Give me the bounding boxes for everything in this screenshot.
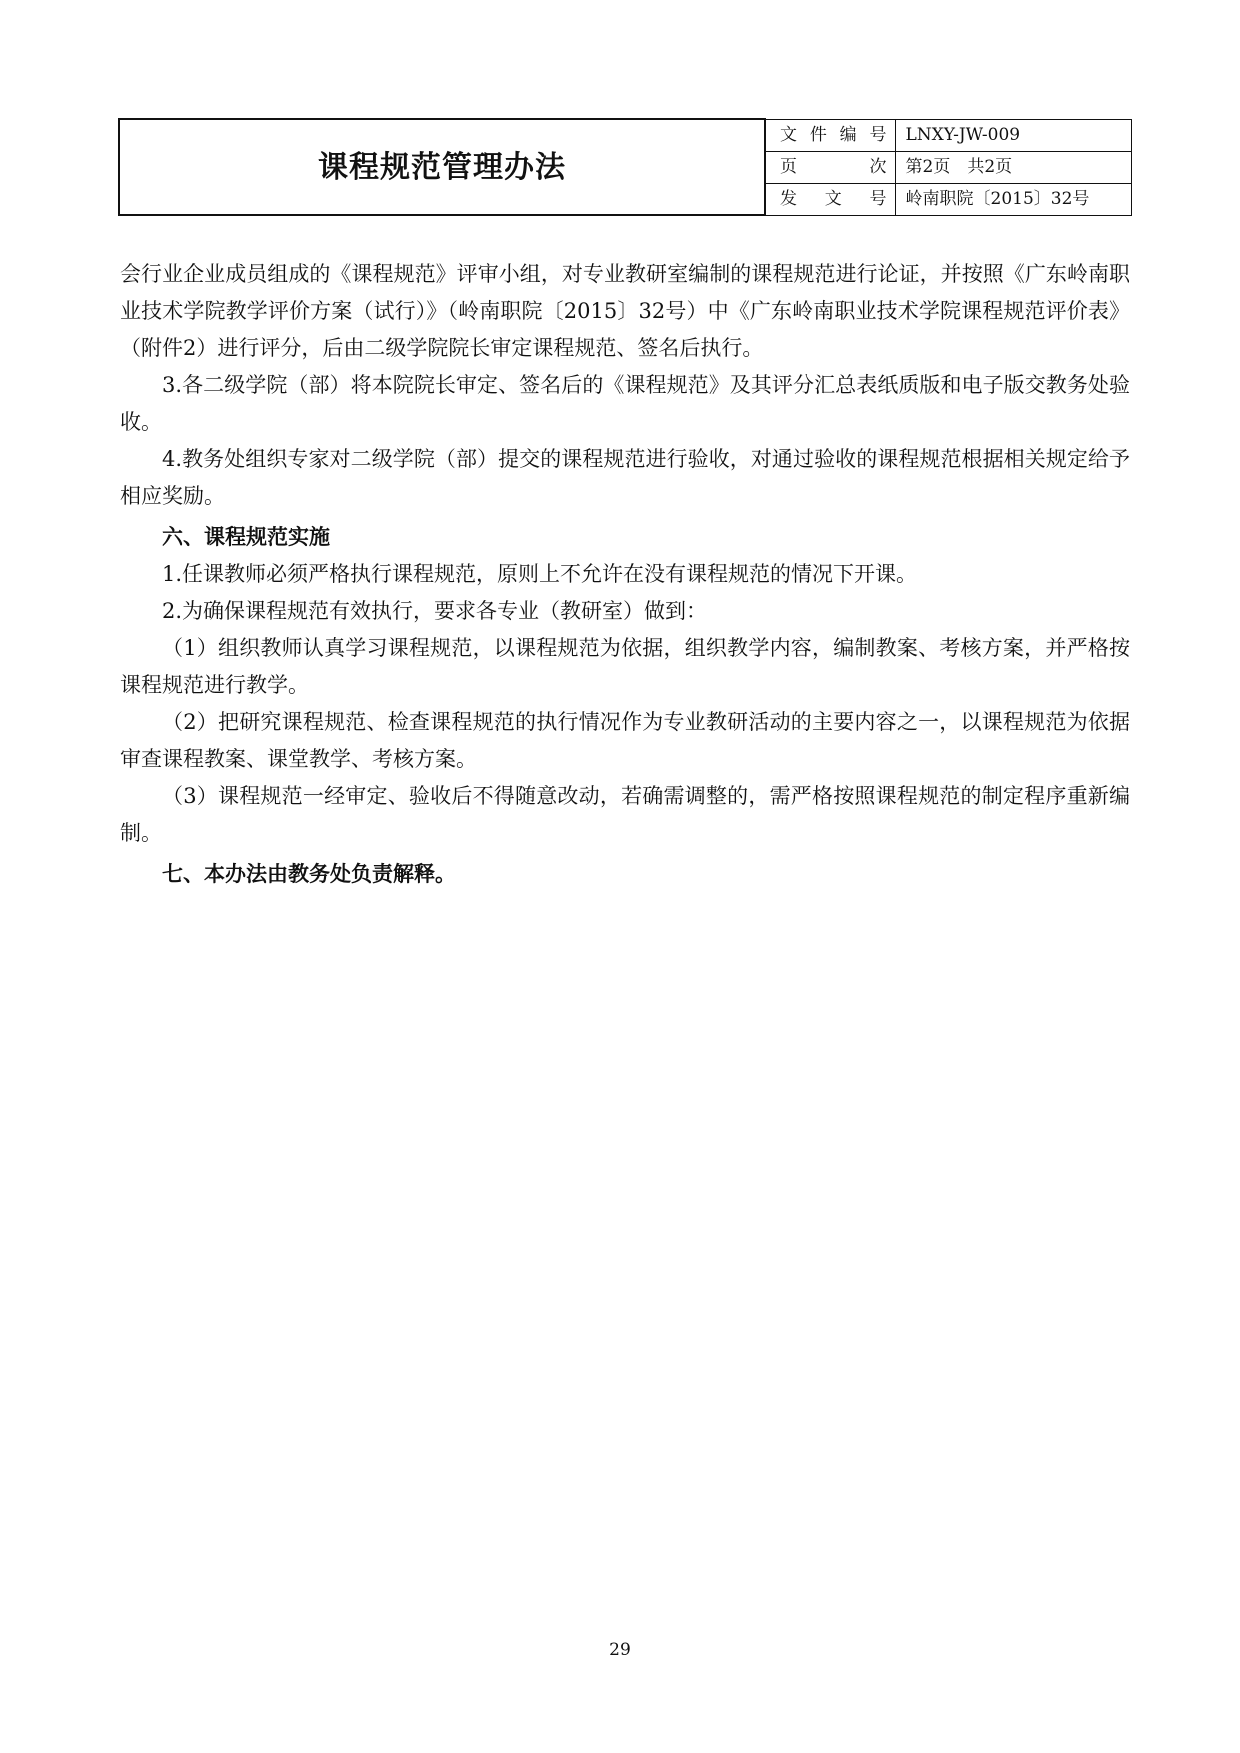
section-7-heading: 七、本办法由教务处负责解释。	[162, 862, 456, 886]
paragraph-4: 4.教务处组织专家对二级学院（部）提交的课程规范进行验收，对通过验收的课程规范根据相关规定给予相应奖励。	[120, 447, 1130, 508]
issue-number-value: 岭南职院〔2015〕32号	[895, 183, 1131, 215]
section-6-subitem-1: （1）组织教师认真学习课程规范，以课程规范为依据，组织教学内容，编制教案、考核方案，并严格按课程规范进行教学。	[120, 636, 1130, 697]
continuation-paragraph: 会行业企业成员组成的《课程规范》评审小组，对专业教研室编制的课程规范进行论证，并按照《广东岭南职业技术学院教学评价方案（试行）》（岭南职院〔2015〕32号）中《广东岭南职业技术学院课程规范评价表》（附件2）进行评分，后由二级学院院长审定课程规范、签名后执行。	[120, 262, 1130, 360]
label-char: 文	[780, 124, 797, 145]
header-row-file-number	[119, 119, 1131, 151]
label-char: 次	[869, 156, 887, 177]
section-6-paragraph-2: 2.为确保课程规范有效执行，要求各专业（教研室）做到：	[162, 599, 708, 623]
label-char: 发	[780, 188, 797, 209]
page-label	[765, 151, 895, 183]
section-6-heading: 六、课程规范实施	[162, 525, 330, 549]
page-number: 29	[609, 1640, 631, 1660]
section-6-paragraph-1: 1.任课教师必须严格执行课程规范，原则上不允许在没有课程规范的情况下开课。	[162, 562, 918, 586]
label-char: 页	[780, 156, 797, 177]
label-char: 号	[869, 188, 887, 209]
label-char: 号	[869, 124, 887, 145]
document-title: 课程规范管理办法	[119, 119, 765, 215]
section-6-subitem-2: （2）把研究课程规范、检查课程规范的执行情况作为专业教研活动的主要内容之一，以课程规范为依据审查课程教案、课堂教学、考核方案。	[120, 710, 1130, 771]
label-char: 文	[824, 188, 842, 209]
issue-number-label	[765, 183, 895, 215]
file-number-label	[765, 119, 895, 151]
document-header-table	[118, 118, 1132, 216]
label-char: 编	[839, 124, 857, 145]
label-char: 件	[809, 124, 827, 145]
document-body	[120, 256, 1130, 893]
section-6-subitem-3: （3）课程规范一经审定、验收后不得随意改动，若确需调整的，需严格按照课程规范的制定程序重新编制。	[120, 784, 1130, 845]
paragraph-3: 3.各二级学院（部）将本院院长审定、签名后的《课程规范》及其评分汇总表纸质版和电子版交教务处验收。	[120, 373, 1130, 434]
page-value: 第2页 共2页	[895, 151, 1131, 183]
file-number-value: LNXY-JW-009	[895, 119, 1131, 151]
